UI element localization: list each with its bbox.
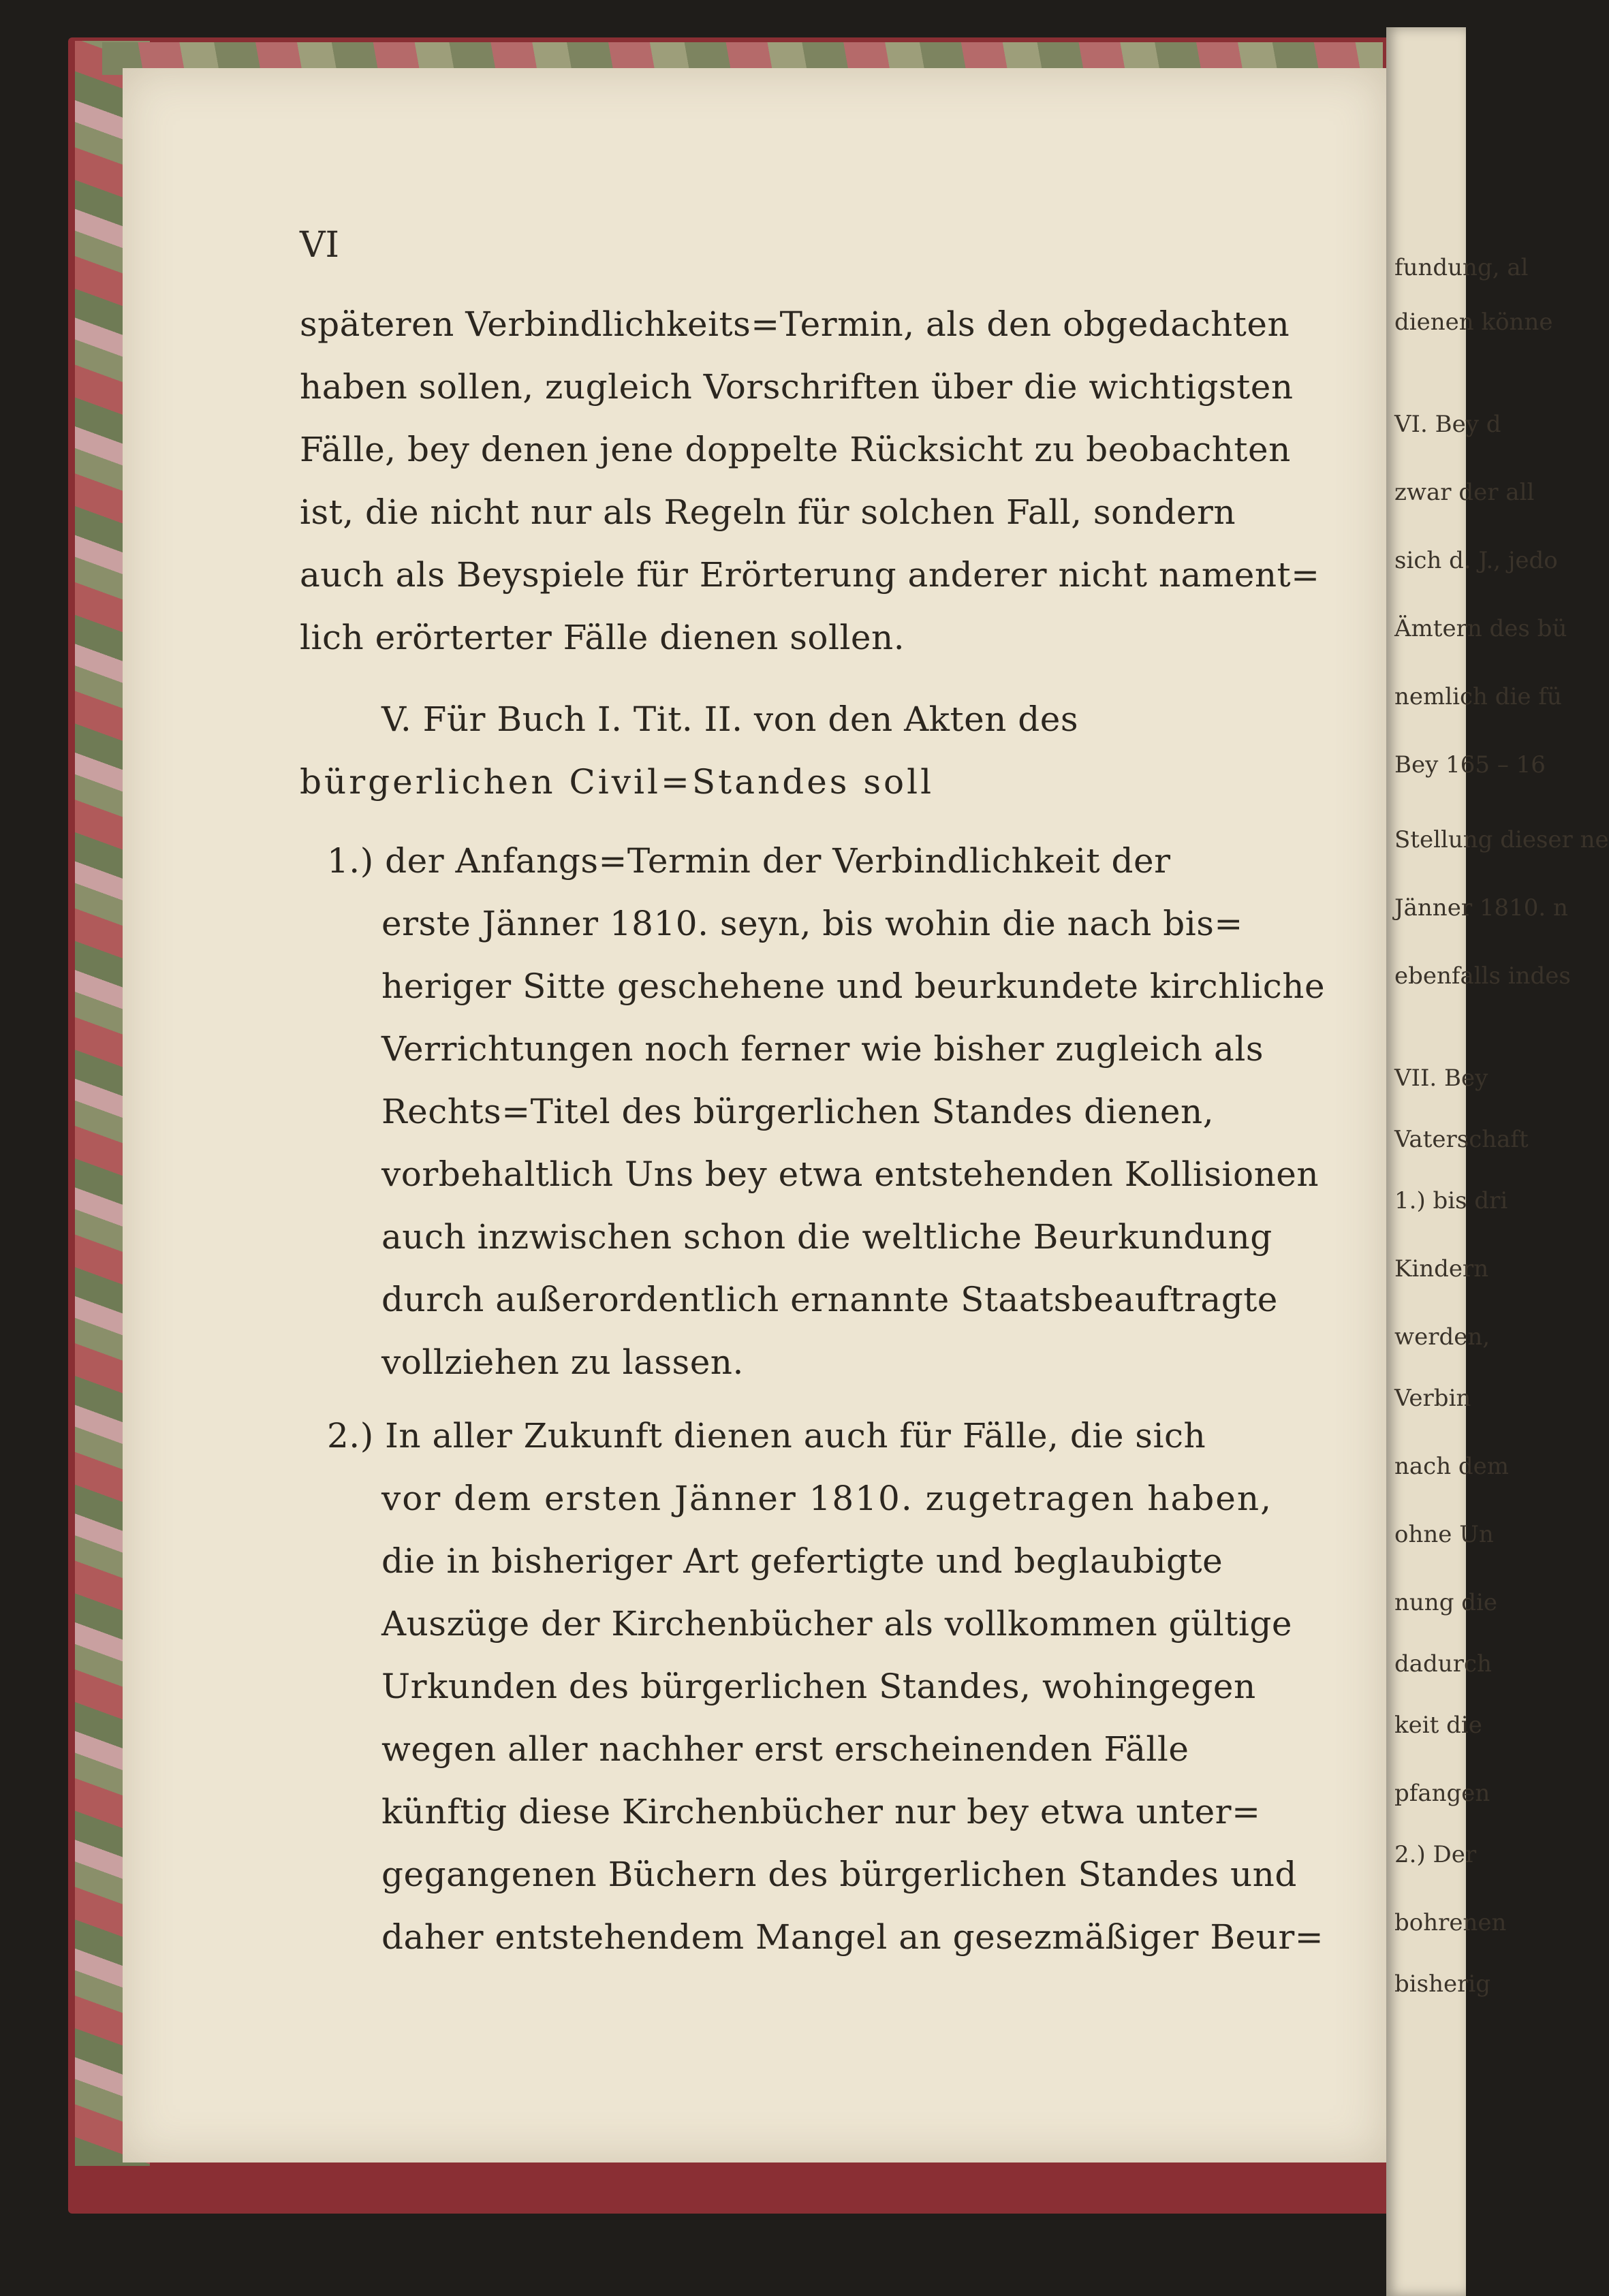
text-line: erste Jänner 1810. seyn, bis wohin die nach bis=: [381, 904, 1243, 943]
text-line: wegen aller nachher erst erscheinenden Fälle: [381, 1729, 1189, 1769]
text-line: Auszüge der Kirchenbücher als vollkommen gültige: [381, 1604, 1292, 1644]
facing-page-line: bohrenen: [1394, 1909, 1507, 1936]
facing-page-line: pfangen: [1394, 1780, 1490, 1807]
text-line: die in bisheriger Art gefertigte und beglaubigte: [381, 1541, 1223, 1581]
facing-page-line: ohne Un: [1394, 1521, 1494, 1548]
text-line: vorbehaltlich Uns bey etwa entstehenden Kollisionen: [381, 1154, 1319, 1194]
facing-page-edge: [1386, 27, 1609, 2296]
text-line: vollziehen zu lassen.: [381, 1342, 744, 1382]
facing-page-line: nemlich die fü: [1394, 683, 1562, 710]
text-line: Verrichtungen noch ferner wie bisher zugleich als: [381, 1029, 1264, 1069]
text-line: 1.) der Anfangs=Termin der Verbindlichkeit der: [327, 841, 1171, 881]
facing-page-line: nung die: [1394, 1589, 1498, 1616]
facing-page-line: Jänner 1810. n: [1394, 894, 1568, 922]
text-line: vor dem ersten Jänner 1810. zugetragen haben,: [381, 1479, 1272, 1518]
facing-page-line: zwar der all: [1394, 479, 1535, 506]
text-line: durch außerordentlich ernannte Staatsbeauftragte: [381, 1280, 1278, 1319]
facing-page-line: Vaterschaft: [1394, 1126, 1529, 1153]
facing-page-line: bisherig: [1394, 1970, 1490, 1998]
facing-page-line: Stellung dieser ne: [1394, 826, 1609, 853]
facing-page-line: keit die: [1394, 1712, 1482, 1739]
facing-page-line: VI. Bey d: [1394, 411, 1501, 438]
section-heading-line: bürgerlichen Civil=Standes soll: [300, 762, 935, 802]
text-line: ist, die nicht nur als Regeln für solchen Fall, sondern: [300, 492, 1236, 532]
text-line: Rechts=Titel des bürgerlichen Standes dienen,: [381, 1092, 1215, 1131]
text-line: gegangenen Büchern des bürgerlichen Standes und: [381, 1855, 1297, 1894]
facing-page-line: dadurch: [1394, 1650, 1492, 1678]
page-number: VI: [300, 225, 340, 266]
facing-page-line: Ämtern des bü: [1394, 615, 1567, 642]
facing-page-line: Kindern: [1394, 1255, 1489, 1283]
facing-page-line: 2.) Der: [1394, 1841, 1477, 1868]
facing-page-line: sich d. J., jedo: [1394, 547, 1558, 574]
facing-page-line: Verbin: [1394, 1385, 1471, 1412]
facing-page-line: werden,: [1394, 1323, 1490, 1351]
text-line: auch inzwischen schon die weltliche Beurkundung: [381, 1217, 1272, 1257]
text-line: Fälle, bey denen jene doppelte Rücksicht zu beobachten: [300, 430, 1291, 469]
facing-page-line: ebenfalls indes: [1394, 962, 1571, 990]
text-line: heriger Sitte geschehene und beurkundete kirchliche: [381, 966, 1326, 1006]
text-line: Urkunden des bürgerlichen Standes, wohingegen: [381, 1667, 1256, 1706]
text-line: auch als Beyspiele für Erörterung anderer nicht nament=: [300, 555, 1320, 595]
text-line: haben sollen, zugleich Vorschriften über die wichtigsten: [300, 367, 1294, 407]
text-line: künftig diese Kirchenbücher nur bey etwa unter=: [381, 1792, 1261, 1831]
text-line: 2.) In aller Zukunft dienen auch für Fälle, die sich: [327, 1416, 1206, 1456]
facing-page-line: VII. Bey: [1394, 1065, 1488, 1092]
text-line: lich erörterter Fälle dienen sollen.: [300, 618, 905, 657]
text-line: daher entstehendem Mangel an gesezmäßiger Beur=: [381, 1917, 1324, 1957]
text-line: späteren Verbindlichkeits=Termin, als den obgedachten: [300, 304, 1290, 344]
facing-page-line: Bey 165 – 16: [1394, 751, 1546, 779]
facing-page-line: dienen könne: [1394, 309, 1553, 336]
facing-page-line: fundung, al: [1394, 254, 1529, 281]
facing-page-line: nach dem: [1394, 1453, 1510, 1480]
facing-page-line: 1.) bis dri: [1394, 1187, 1508, 1214]
section-heading-line: V. Für Buch I. Tit. II. von den Akten des: [381, 699, 1079, 739]
